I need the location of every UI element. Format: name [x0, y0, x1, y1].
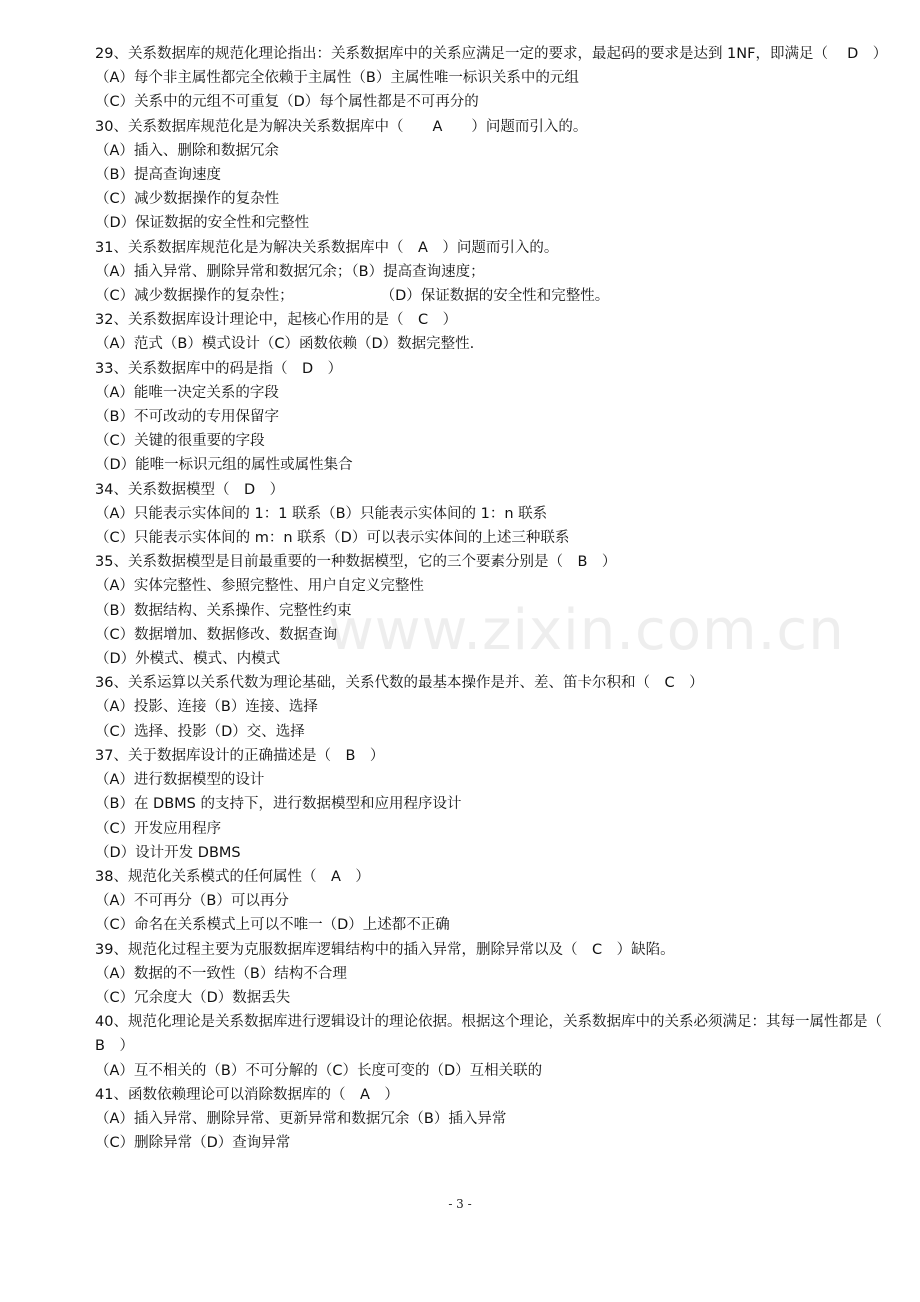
text-line: 35、关系数据模型是目前最重要的一种数据模型，它的三个要素分别是（ B ） [95, 554, 617, 571]
text-line: （B）提高查询速度 [95, 167, 221, 184]
text-line: 38、规范化关系模式的任何属性（ A ） [95, 868, 370, 885]
text-line: （C）减少数据操作的复杂性； （D）保证数据的安全性和完整性。 [95, 288, 610, 305]
text-line: （C）冗余度大（D）数据丢失 [95, 989, 291, 1006]
text-line: （A）插入、删除和数据冗余 [95, 142, 279, 159]
text-line: （D）外模式、模式、内模式 [95, 651, 281, 668]
text-line: （A）只能表示实体间的 1：1 联系（B）只能表示实体间的 1：n 联系 [95, 505, 548, 522]
text-line: （A）投影、连接（B）连接、选择 [95, 699, 318, 716]
text-line: 37、关于数据库设计的正确描述是（ B ） [95, 747, 385, 764]
text-line: （C）关系中的元组不可重复（D）每个属性都是不可再分的 [95, 94, 479, 111]
text-line: （A）每个非主属性都完全依赖于主属性（B）主属性唯一标识关系中的元组 [95, 70, 579, 87]
text-line: 41、函数依赖理论可以消除数据库的（ A ） [95, 1086, 399, 1103]
text-line: （A）插入异常、删除异常和数据冗余；（B）提高查询速度； [95, 263, 485, 280]
text-line: （C）只能表示实体间的 m：n 联系（D）可以表示实体间的上述三种联系 [95, 530, 570, 547]
text-line: （C）删除异常（D）查询异常 [95, 1135, 291, 1152]
text-line: 33、关系数据库中的码是指（ D ） [95, 360, 343, 377]
text-line: （A）实体完整性、参照完整性、用户自定义完整性 [95, 578, 424, 595]
text-line: 30、关系数据库规范化是为解决关系数据库中（ A ）问题而引入的。 [95, 118, 588, 135]
text-line: （C）命名在关系模式上可以不唯一（D）上述都不正确 [95, 917, 450, 934]
text-line: 36、关系运算以关系代数为理论基础，关系代数的最基本操作是并、差、笛卡尔积和（ C ） [95, 675, 704, 692]
text-line: （B）不可改动的专用保留字 [95, 409, 279, 426]
text-line: （D）设计开发 DBMS [95, 844, 241, 861]
text-line: （B）数据结构、关系操作、完整性约束 [95, 602, 352, 619]
text-line: （C）关键的很重要的字段 [95, 433, 265, 450]
document-body [95, 42, 897, 1155]
text-line: （C）减少数据操作的复杂性 [95, 191, 280, 208]
text-line: （A）数据的不一致性（B）结构不合理 [95, 965, 347, 982]
text-line: （A）能唯一决定关系的字段 [95, 384, 279, 401]
text-line: （C）开发应用程序 [95, 820, 222, 837]
text-line: （A）进行数据模型的设计 [95, 772, 265, 789]
text-line: 40、规范化理论是关系数据库进行逻辑设计的理论依据。根据这个理论，关系数据库中的关系必须满足：其每一属性都是（ B ） [95, 1014, 897, 1055]
watermark: www.zixin.com.cn [328, 598, 845, 663]
text-line: （A）范式（B）模式设计（C）函数依赖（D）数据完整性. [95, 336, 475, 353]
text-line: 29、关系数据库的规范化理论指出：关系数据库中的关系应满足一定的要求，最起码的要求是达到 1NF，即满足（ D ） [95, 46, 888, 62]
text-line: （A）互不相关的（B）不可分解的（C）长度可变的（D）互相关联的 [95, 1062, 543, 1079]
text-line: 31、关系数据库规范化是为解决关系数据库中（ A ）问题而引入的。 [95, 239, 559, 256]
text-line: （D）保证数据的安全性和完整性 [95, 215, 310, 232]
text-line: （D）能唯一标识元组的属性或属性集合 [95, 457, 353, 474]
text-line: （C）选择、投影（D）交、选择 [95, 723, 305, 740]
text-line: 32、关系数据库设计理论中，起核心作用的是（ C ） [95, 312, 458, 329]
text-line: （A）插入异常、删除异常、更新异常和数据冗余（B）插入异常 [95, 1110, 507, 1127]
text-line: 39、规范化过程主要为克服数据库逻辑结构中的插入异常，删除异常以及（ C ）缺陷。 [95, 941, 675, 958]
text-line: 34、关系数据模型（ D ） [95, 481, 285, 498]
text-line: （A）不可再分（B）可以再分 [95, 893, 289, 910]
text-line: （B）在 DBMS 的支持下，进行数据模型和应用程序设计 [95, 796, 462, 813]
page-number: - 3 - [448, 1197, 472, 1211]
text-line: （C）数据增加、数据修改、数据查询 [95, 626, 338, 643]
